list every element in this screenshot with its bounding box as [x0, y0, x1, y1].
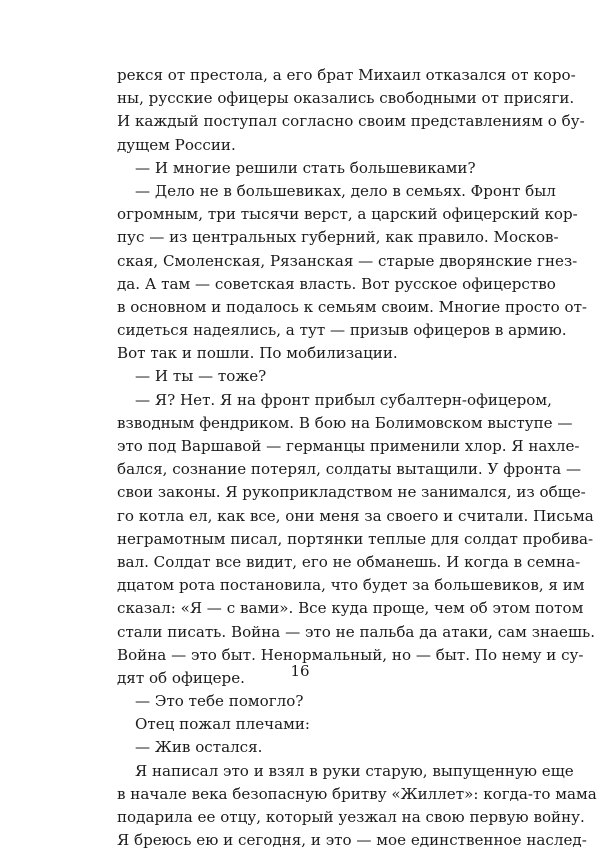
text-line: дцатом рота постановила, что будет за большевиков, я им	[117, 576, 585, 595]
text-line: — И многие решили стать большевиками?	[135, 158, 476, 177]
text-line: — И ты — тоже?	[135, 367, 267, 386]
text-line: — Жив остался.	[135, 738, 263, 757]
text-line: Война — это быт. Ненормальный, но — быт. По нему и су-	[117, 645, 584, 664]
text-line: сказал: «Я — с вами». Все куда проще, чем об этом потом	[117, 599, 584, 618]
text-line: Отец пожал плечами:	[135, 715, 311, 734]
text-line: бался, сознание потерял, солдаты вытащили. У фронта —	[117, 460, 582, 479]
text-line: ны, русские офицеры оказались свободными от присяги.	[117, 89, 575, 108]
text-line: — Это тебе помогло?	[135, 692, 304, 711]
text-line: ская, Смоленская, Рязанская — старые дворянские гнез-	[117, 251, 578, 270]
text-line: да. А там — советская власть. Вот русское офицерство	[117, 274, 556, 293]
text-line: дущем России.	[117, 135, 236, 154]
text-line: свои законы. Я рукоприкладством не занимался, из обще-	[117, 483, 586, 502]
text-line: — Я? Нет. Я на фронт прибыл субалтерн-офицером,	[135, 390, 552, 409]
text-line: Я написал это и взял в руки старую, выпущенную еще	[135, 761, 574, 780]
text-line: в начале века безопасную бритву «Жиллет»: когда-то мама	[117, 784, 597, 803]
text-line: сидеться надеялись, а тут — призыв офицеров в армию.	[117, 321, 567, 340]
text-line: пус — из центральных губерний, как правило. Москов-	[117, 228, 559, 247]
text-line: рекся от престола, а его брат Михаил отказался от коро-	[117, 66, 576, 84]
text-line: подарила ее отцу, который уезжал на свою первую войну.	[117, 808, 585, 826]
text-line: Вот так и пошли. По мобилизации.	[117, 344, 398, 363]
text-line: огромным, три тысячи верст, а царский офицерский кор-	[117, 205, 578, 224]
text-line: в основном и подалось к семьям своим. Многие просто от-	[117, 297, 588, 316]
text-line: взводным фендриком. В бою на Болимовском выступе —	[117, 413, 573, 432]
text-line: стали писать. Война — это не пальба да атаки, сам знаешь.	[117, 622, 595, 641]
text-line: дят об офицере.	[117, 668, 245, 687]
page-number: 16	[290, 662, 310, 680]
text-line: это под Варшавой — германцы применили хлор. Я нахле-	[117, 437, 580, 455]
body-text	[117, 64, 597, 852]
text-line: И каждый поступал согласно своим представлениям о бу-	[117, 112, 585, 131]
text-line: — Дело не в большевиках, дело в семьях. Фронт был	[135, 181, 556, 200]
text-line: неграмотным писал, портянки теплые для солдат пробива-	[117, 529, 594, 548]
text-line: вал. Солдат все видит, его не обманешь. И когда в семна-	[117, 552, 581, 571]
text-line: Я бреюсь ею и сегодня, и это — мое единственное наслед-	[117, 831, 587, 850]
text-line: го котла ел, как все, они меня за своего и считали. Письма	[117, 506, 594, 525]
